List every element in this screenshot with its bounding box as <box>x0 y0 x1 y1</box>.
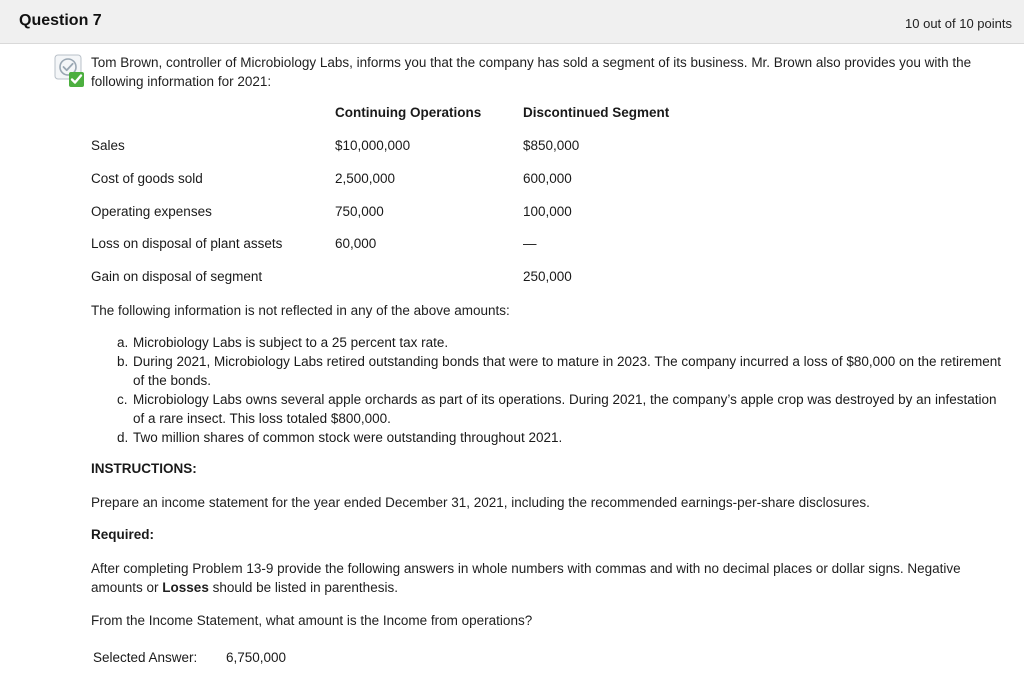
question-title: Question 7 <box>19 12 102 29</box>
required-text-part2: should be listed in parenthesis. <box>208 580 398 595</box>
selected-answer-value: 6,750,000 <box>226 650 287 665</box>
list-marker: d. <box>117 430 129 445</box>
list-text: Two million shares of common stock were outstanding throughout 2021. <box>133 430 563 445</box>
list-item <box>117 333 1007 352</box>
list-text: During 2021, Microbiology Labs retired outstanding bonds that were to mature in 2023. The company incurred a loss of $80,000 on the retirement of the bonds. <box>133 354 1002 388</box>
list-item <box>117 428 1007 447</box>
selected-answer-label: Selected Answer: <box>93 650 198 665</box>
info-list <box>117 333 1007 447</box>
instructions-text: Prepare an income statement for the year ended December 31, 2021, including the recommended earnings-per-share disclosures. <box>91 495 870 510</box>
question-header <box>0 0 1024 44</box>
row-label: Sales <box>91 138 125 153</box>
row-label: Loss on disposal of plant assets <box>91 236 283 251</box>
continuing-value: $10,000,000 <box>335 138 411 153</box>
column-header-discontinued: Discontinued Segment <box>523 105 670 120</box>
discontinued-value: 600,000 <box>523 171 572 186</box>
note-text: The following information is not reflected in any of the above amounts: <box>91 303 510 318</box>
question-points: 10 out of 10 points <box>905 16 1012 31</box>
table-row <box>0 204 1024 223</box>
discontinued-value: 100,000 <box>523 204 572 219</box>
required-question: From the Income Statement, what amount is the Income from operations? <box>91 613 533 628</box>
discontinued-value: 250,000 <box>523 269 572 284</box>
continuing-value: 60,000 <box>335 236 377 251</box>
row-label: Gain on disposal of segment <box>91 269 263 284</box>
question-intro: Tom Brown, controller of Microbiology Labs, informs you that the company has sold a segment of its business. Mr. Brown also provides you with the following information for 2021: <box>91 55 972 89</box>
table-row <box>0 171 1024 190</box>
correct-check-icon <box>52 52 88 88</box>
continuing-value: 750,000 <box>335 204 384 219</box>
list-marker: a. <box>117 335 129 350</box>
row-label: Operating expenses <box>91 204 212 219</box>
table-row <box>0 236 1024 255</box>
table-row <box>0 269 1024 288</box>
discontinued-value: — <box>523 236 537 251</box>
discontinued-value: $850,000 <box>523 138 580 153</box>
table-row <box>0 138 1024 157</box>
row-label: Cost of goods sold <box>91 171 203 186</box>
list-item <box>117 390 1007 428</box>
list-marker: c. <box>117 392 128 407</box>
required-text-bold: Losses <box>162 580 209 595</box>
list-text: Microbiology Labs is subject to a 25 percent tax rate. <box>133 335 449 350</box>
required-heading: Required: <box>91 527 155 542</box>
instructions-heading: INSTRUCTIONS: <box>91 461 197 476</box>
continuing-value: 2,500,000 <box>335 171 396 186</box>
list-text: Microbiology Labs owns several apple orchards as part of its operations. During 2021, the company’s apple crop was destroyed by an infestation of a rare insect. This loss totaled $800,000. <box>133 392 997 426</box>
list-item <box>117 352 1007 390</box>
required-text-part1: After completing Problem 13-9 provide the following answers in whole numbers with commas and with no decimal places or dollar signs. Negative amounts or <box>91 561 961 595</box>
required-text <box>91 559 991 597</box>
column-header-continuing: Continuing Operations <box>335 105 482 120</box>
list-marker: b. <box>117 354 129 369</box>
